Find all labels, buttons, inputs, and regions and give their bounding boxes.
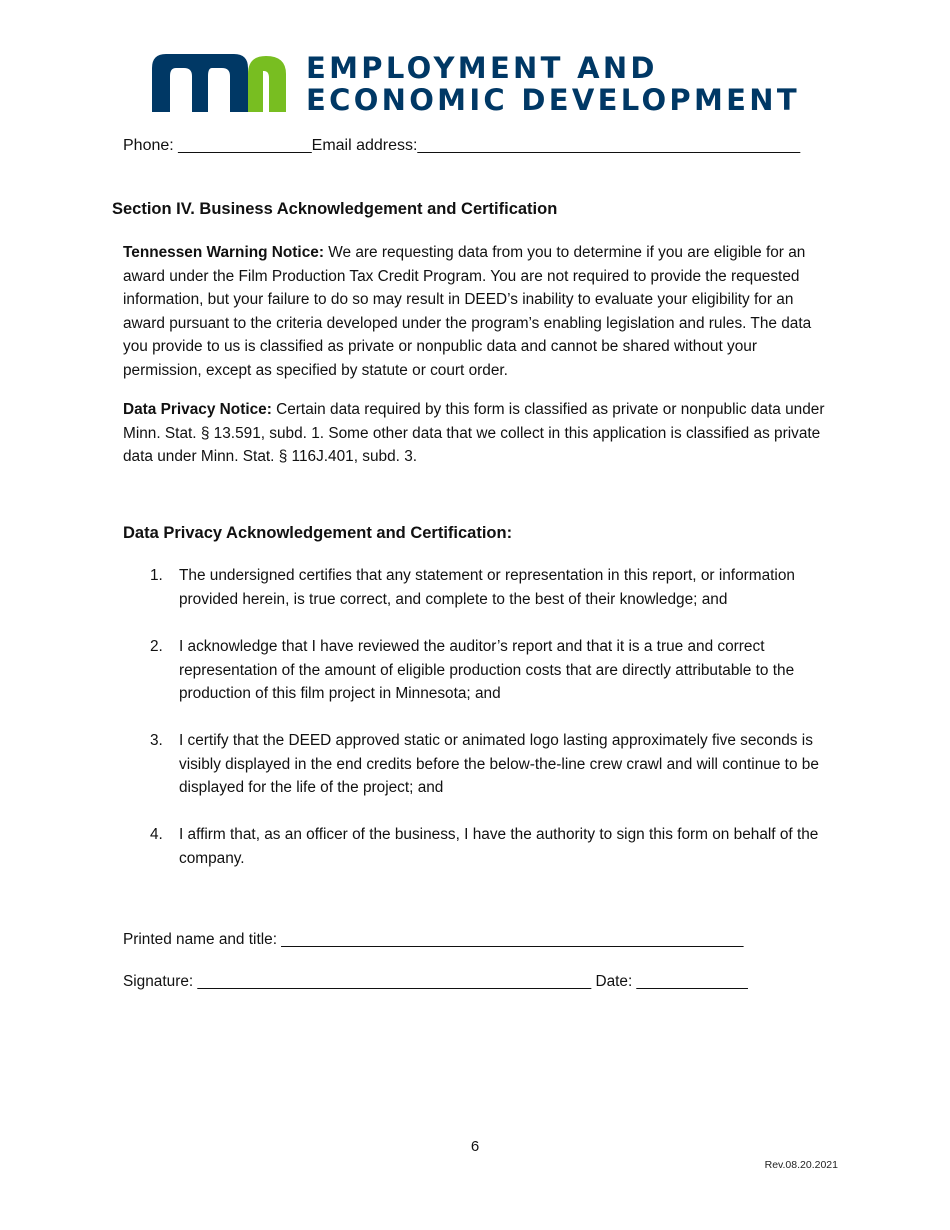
list-item-text: I affirm that, as an officer of the business, I have the authority to sign this form on behalf of the company.	[179, 826, 819, 867]
list-item-number: 1.	[150, 567, 163, 584]
phone-field[interactable]: _______________	[178, 137, 312, 154]
tennessen-text: We are requesting data from you to determine if you are eligible for an award under the Film Production Tax Credit Program. You are not required to provide the requested information, but your failure to do so may result in DEED’s inability to evaluate your eligibility for an award pursuant to the criteria developed under the program’s enabling legislation and rules. The data you provide to us is classified as private or nonpublic data and cannot be shared without your permission, except as specified by statute or court order.	[123, 244, 812, 379]
list-item-text: I acknowledge that I have reviewed the auditor’s report and that it is a true and correct representation of the amount of eligible production costs that are directly attributable to the production of this film project in Minnesota; and	[179, 638, 795, 702]
printed-name-field[interactable]: ______________________________________________________	[281, 931, 744, 948]
phone-label: Phone:	[123, 137, 179, 154]
mn-state-logo-icon	[152, 54, 286, 112]
data-privacy-notice	[123, 398, 838, 469]
list-item-number: 2.	[150, 638, 163, 655]
date-field[interactable]: _____________	[636, 973, 748, 990]
tennessen-notice	[123, 241, 838, 382]
org-name-line1: EMPLOYMENT AND	[306, 51, 658, 85]
date-label: Date:	[591, 973, 637, 990]
printed-name-line	[123, 931, 744, 949]
org-name	[306, 52, 800, 116]
privacy-text: Certain data required by this form is classified as private or nonpublic data under Minn. Stat. § 13.591, subd. 1. Some other data that we collect in this application is classified as private data under Minn. Stat. § 116J.401, subd. 3.	[123, 401, 825, 465]
list-item-number: 4.	[150, 826, 163, 843]
email-label: Email address:	[311, 137, 418, 154]
email-field[interactable]: ___________________________________________	[417, 137, 801, 154]
list-item-number: 3.	[150, 732, 163, 749]
signature-field[interactable]: ______________________________________________	[197, 973, 592, 990]
page-number: 6	[470, 1138, 480, 1155]
section-heading: Section IV. Business Acknowledgement and Certification	[112, 200, 558, 218]
revision-label: Rev.08.20.2021	[764, 1159, 838, 1171]
org-name-line2: ECONOMIC DEVELOPMENT	[306, 83, 800, 117]
list-item-text: I certify that the DEED approved static or animated logo lasting approximately five seconds is visibly displayed in the end credits before the below-the-line crew crawl and will continue to be displayed for the life of the project; and	[179, 732, 819, 796]
signature-line	[123, 973, 748, 991]
printed-name-label: Printed name and title:	[123, 931, 282, 948]
contact-line	[123, 134, 800, 158]
list-item-text: The undersigned certifies that any statement or representation in this report, or information provided herein, is true correct, and complete to the best of their knowledge; and	[179, 567, 795, 608]
signature-label: Signature:	[123, 973, 198, 990]
certification-heading: Data Privacy Acknowledgement and Certification:	[123, 524, 513, 542]
tennessen-label: Tennessen Warning Notice:	[123, 244, 324, 261]
privacy-label: Data Privacy Notice:	[123, 401, 272, 418]
